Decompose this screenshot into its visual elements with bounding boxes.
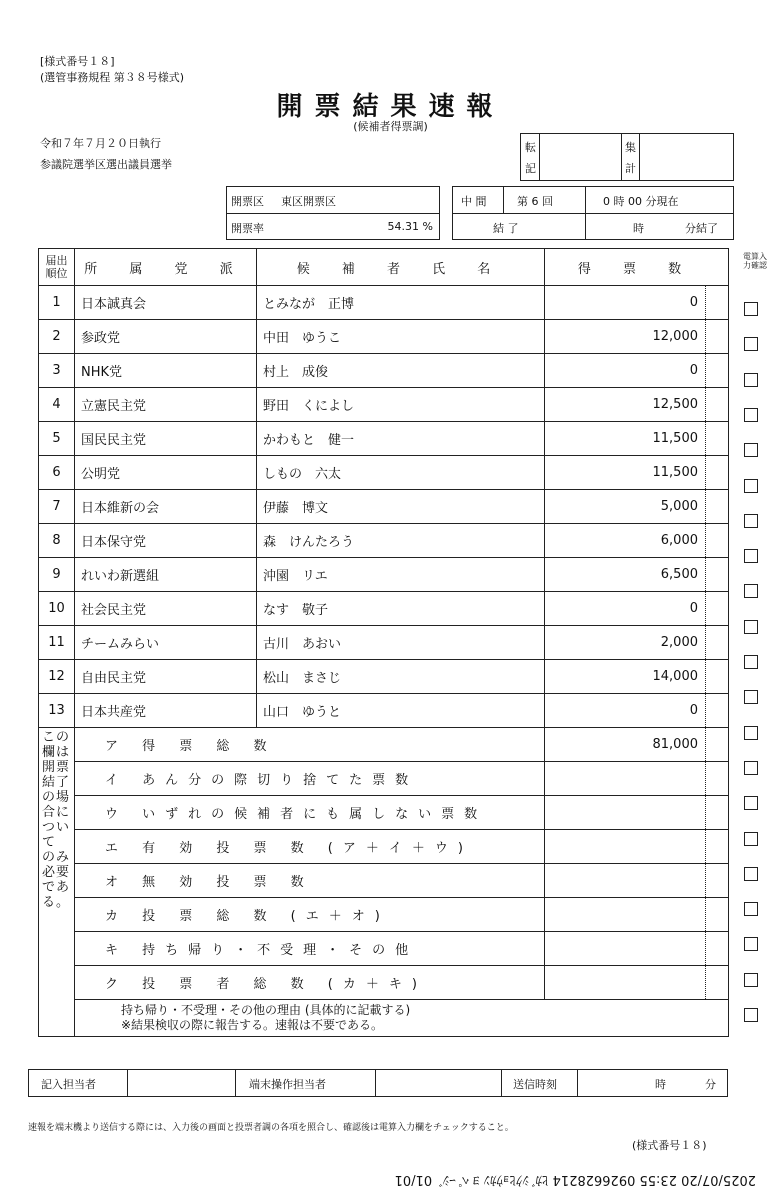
input-check-checkbox[interactable] — [744, 655, 758, 669]
party-cell: 国民民主党 — [75, 422, 257, 456]
votes-cell — [545, 354, 729, 388]
party-cell: 社会民主党 — [75, 592, 257, 626]
input-check-checkbox[interactable] — [744, 937, 758, 951]
candidate-cell: 森 けんたろう — [257, 524, 545, 558]
summary-value-cell — [545, 796, 729, 830]
summary-row — [39, 728, 729, 762]
party-cell: 日本誠真会 — [75, 286, 257, 320]
page-subtitle: (候補者得票調) — [353, 120, 428, 133]
note-line-1: 持ち帰り・不受理・その他の理由 (具体的に記載する) — [121, 1003, 411, 1017]
rate-value: 54.31 % — [387, 220, 433, 233]
col-order: 届出順位 — [39, 249, 75, 286]
transfer-label-1: 転 — [525, 141, 536, 154]
votes-cell — [545, 320, 729, 354]
order-cell: 11 — [39, 626, 75, 660]
candidate-cell: 沖園 リエ — [257, 558, 545, 592]
order-cell: 9 — [39, 558, 75, 592]
summary-label: キ 持ち帰り・不受理・その他 — [75, 932, 545, 966]
input-check-checkbox[interactable] — [744, 902, 758, 916]
party-cell: 自由民主党 — [75, 660, 257, 694]
summary-value-cell — [545, 762, 729, 796]
table-row — [39, 354, 729, 388]
table-row — [39, 558, 729, 592]
party-cell: 日本維新の会 — [75, 490, 257, 524]
rate-label: 開票率 — [231, 222, 264, 235]
candidate-cell: とみなが 正博 — [257, 286, 545, 320]
send-time-label: 送信時刻 — [513, 1078, 557, 1091]
final-hour: 時 — [633, 222, 644, 235]
summary-value-cell — [545, 830, 729, 864]
input-check-checkbox[interactable] — [744, 690, 758, 704]
votes-value: 11,500 — [652, 465, 698, 480]
table-row — [39, 456, 729, 490]
votes-value: 11,500 — [652, 431, 698, 446]
votes-value: 0 — [689, 703, 698, 718]
candidate-cell: かわもと 健一 — [257, 422, 545, 456]
party-cell: 日本保守党 — [75, 524, 257, 558]
input-check-checkbox[interactable] — [744, 302, 758, 316]
party-cell: 公明党 — [75, 456, 257, 490]
order-cell: 1 — [39, 286, 75, 320]
table-row — [39, 388, 729, 422]
input-check-checkbox[interactable] — [744, 726, 758, 740]
col-votes: 得 票 数 — [545, 249, 729, 286]
votes-value: 2,000 — [660, 635, 698, 650]
party-cell: 立憲民主党 — [75, 388, 257, 422]
input-check-checkbox[interactable] — [744, 549, 758, 563]
fax-header-line: 2025/07/20 23:55 0926628214 ﾋｶﾞｼｸﾋｮｳｶﾝ ﾖ ﾍﾟｰｼﾞ 01/01 — [394, 1172, 756, 1187]
input-check-checkbox[interactable] — [744, 796, 758, 810]
summary-label: ク 投 票 者 総 数 (カ＋キ) — [75, 966, 545, 1000]
table-row — [39, 626, 729, 660]
votes-cell — [545, 388, 729, 422]
input-check-checkbox[interactable] — [744, 337, 758, 351]
total-label-1: 集 — [625, 141, 636, 154]
input-check-checkbox[interactable] — [744, 408, 758, 422]
form-number: [様式番号１８] — [40, 55, 115, 68]
order-cell: 3 — [39, 354, 75, 388]
summary-row — [39, 898, 729, 932]
transfer-total-box — [520, 133, 734, 181]
candidate-cell: 野田 くによし — [257, 388, 545, 422]
final-label: 結 了 — [493, 222, 519, 235]
input-check-checkbox[interactable] — [744, 479, 758, 493]
table-row — [39, 660, 729, 694]
footer-box — [28, 1069, 728, 1097]
votes-cell — [545, 286, 729, 320]
candidate-cell: しもの 六太 — [257, 456, 545, 490]
candidate-cell: 山口 ゆうと — [257, 694, 545, 728]
order-cell: 12 — [39, 660, 75, 694]
summary-row — [39, 830, 729, 864]
party-cell: NHK党 — [75, 354, 257, 388]
instruction-note: 速報を端末機より送信する際には、入力後の画面と投票者調の各項を照合し、確認後は電算入力欄をチェックすること。 — [28, 1123, 514, 1133]
form-rule: (選管事務規程 第３８号様式) — [40, 71, 185, 84]
note-row — [39, 1000, 729, 1037]
interim-status-box — [452, 186, 734, 240]
district-value: 東区開票区 — [281, 195, 336, 208]
party-cell: 参政党 — [75, 320, 257, 354]
summary-label: オ 無 効 投 票 数 — [75, 864, 545, 898]
votes-cell — [545, 422, 729, 456]
input-check-checkbox[interactable] — [744, 1008, 758, 1022]
page-title: 開票結果速報 — [276, 92, 505, 122]
summary-label: カ 投 票 総 数 (エ＋オ) — [75, 898, 545, 932]
table-row — [39, 286, 729, 320]
table-row — [39, 490, 729, 524]
order-cell: 8 — [39, 524, 75, 558]
note-line-2: ※結果検収の際に報告する。速報は不要である。 — [121, 1018, 384, 1032]
votes-cell — [545, 592, 729, 626]
order-cell: 13 — [39, 694, 75, 728]
round-value: 第 6 回 — [517, 195, 553, 208]
candidate-cell: なす 敬子 — [257, 592, 545, 626]
order-cell: 7 — [39, 490, 75, 524]
summary-value-cell — [545, 728, 729, 762]
district-box — [226, 186, 440, 240]
votes-value: 0 — [689, 363, 698, 378]
order-cell: 10 — [39, 592, 75, 626]
candidate-cell: 松山 まさじ — [257, 660, 545, 694]
party-cell: 日本共産党 — [75, 694, 257, 728]
recorder-label: 記入担当者 — [41, 1078, 96, 1091]
table-row — [39, 524, 729, 558]
input-check-checkbox[interactable] — [744, 867, 758, 881]
votes-cell — [545, 524, 729, 558]
table-row — [39, 320, 729, 354]
summary-row — [39, 796, 729, 830]
input-check-checkbox[interactable] — [744, 973, 758, 987]
summary-value: 81,000 — [652, 737, 698, 752]
candidate-cell: 中田 ゆうこ — [257, 320, 545, 354]
summary-row — [39, 762, 729, 796]
table-row — [39, 694, 729, 728]
input-check-checkbox[interactable] — [744, 514, 758, 528]
table-row — [39, 422, 729, 456]
date-line: 令和７年７月２０日執行 — [40, 137, 161, 150]
summary-label: イ あん分の際切り捨てた票数 — [75, 762, 545, 796]
party-cell: れいわ新選組 — [75, 558, 257, 592]
transfer-label-2: 記 — [525, 162, 536, 175]
district-label: 開票区 — [231, 195, 264, 208]
time-now: 0 時 00 分現在 — [603, 195, 679, 208]
party-cell: チームみらい — [75, 626, 257, 660]
results-table — [38, 248, 729, 1037]
summary-value-cell — [545, 864, 729, 898]
summary-row — [39, 966, 729, 1000]
terminal-operator-label: 端末操作担当者 — [249, 1078, 326, 1091]
send-time-minute: 分 — [705, 1078, 716, 1091]
votes-value: 0 — [689, 295, 698, 310]
candidate-cell: 古川 あおい — [257, 626, 545, 660]
order-cell: 5 — [39, 422, 75, 456]
votes-value: 12,500 — [652, 397, 698, 412]
note-cell — [75, 1000, 729, 1037]
interim-label: 中 間 — [461, 195, 487, 208]
summary-label: エ 有 効 投 票 数 (ア＋イ＋ウ) — [75, 830, 545, 864]
side-note: この欄は開票結了の場合につい て のみ必要である。 — [39, 728, 75, 1037]
summary-value-cell — [545, 966, 729, 1000]
summary-value-cell — [545, 932, 729, 966]
votes-value: 12,000 — [652, 329, 698, 344]
check-column-header: 電算入力確認 — [743, 252, 767, 270]
input-check-checkbox[interactable] — [744, 584, 758, 598]
summary-label: ア 得 票 総 数 — [75, 728, 545, 762]
final-minute: 分結了 — [685, 222, 718, 235]
col-candidate: 候 補 者 氏 名 — [257, 249, 545, 286]
input-check-checkbox[interactable] — [744, 373, 758, 387]
order-cell: 4 — [39, 388, 75, 422]
candidate-cell: 伊藤 博文 — [257, 490, 545, 524]
table-header-row — [39, 249, 729, 286]
order-cell: 6 — [39, 456, 75, 490]
summary-row — [39, 932, 729, 966]
votes-value: 5,000 — [660, 499, 698, 514]
votes-cell — [545, 558, 729, 592]
summary-row — [39, 864, 729, 898]
input-check-checkbox[interactable] — [744, 443, 758, 457]
candidate-cell: 村上 成俊 — [257, 354, 545, 388]
col-party: 所 属 党 派 — [75, 249, 257, 286]
send-time-hour: 時 — [655, 1078, 666, 1091]
votes-value: 14,000 — [652, 669, 698, 684]
input-check-checkbox[interactable] — [744, 620, 758, 634]
votes-value: 0 — [689, 601, 698, 616]
votes-cell — [545, 660, 729, 694]
summary-label: ウ いずれの候補者にも属しない票数 — [75, 796, 545, 830]
total-label-2: 計 — [625, 162, 636, 175]
votes-value: 6,000 — [660, 533, 698, 548]
votes-cell — [545, 490, 729, 524]
votes-cell — [545, 694, 729, 728]
election-name: 参議院選挙区選出議員選挙 — [40, 158, 172, 171]
votes-cell — [545, 456, 729, 490]
table-row — [39, 592, 729, 626]
votes-cell — [545, 626, 729, 660]
order-cell: 2 — [39, 320, 75, 354]
form-number-bottom: (様式番号１８) — [632, 1139, 707, 1152]
summary-value-cell — [545, 898, 729, 932]
input-check-checkbox[interactable] — [744, 761, 758, 775]
input-check-checkbox[interactable] — [744, 832, 758, 846]
votes-value: 6,500 — [660, 567, 698, 582]
